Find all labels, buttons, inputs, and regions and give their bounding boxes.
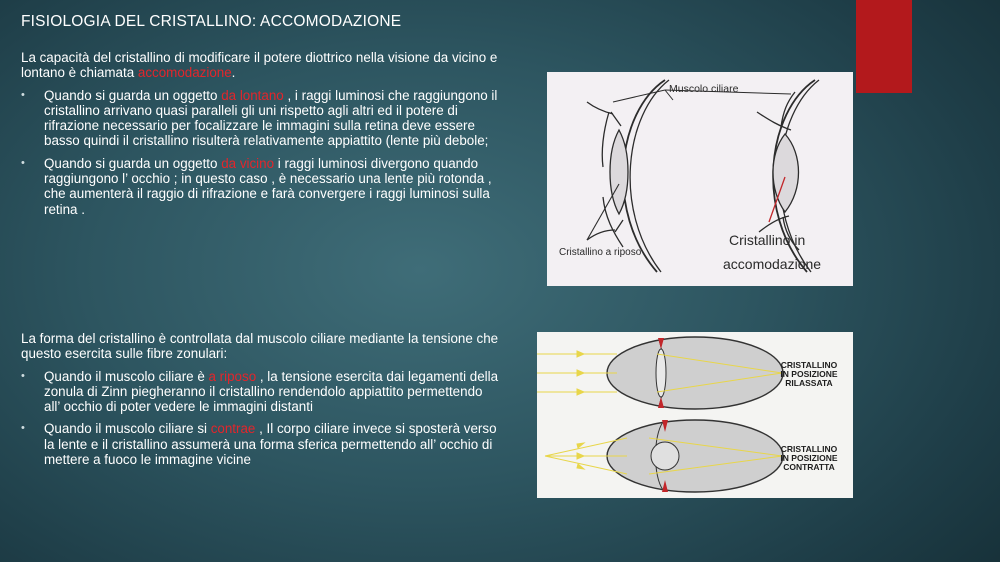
section-accommodation (21, 50, 501, 217)
label-contracted-2: IN POSIZIONE (780, 453, 838, 463)
section-ciliary-muscle (21, 331, 501, 467)
label-relaxed-1: CRISTALLINO (780, 360, 838, 370)
label-relaxed-2: IN POSIZIONE (780, 369, 838, 379)
label-accomodazione: accomodazione (723, 256, 822, 272)
eye-relaxed (537, 337, 783, 409)
highlight-da-vicino: da vicino (221, 155, 275, 171)
slide-title: FISIOLOGIA DEL CRISTALLINO: ACCOMODAZIONE (21, 13, 402, 30)
eye-diagram-svg (547, 72, 853, 286)
intro-paragraph-2: La forma del cristallino è controllata dal muscolo ciliare mediante la tensione che questo esercita sulle fibre zonulari: (21, 331, 499, 362)
intro-paragraph: La capacità del cristallino di modificare il potere diottrico nella visione da vicino e lontano è chiamata accomodazione. (21, 50, 498, 81)
eye-accommodation-figure (547, 72, 853, 286)
bullet-far-vision: • Quando si guarda un oggetto da lontano , i raggi luminosi che raggiungono il cristallino arrivano quasi paralleli gli uni rispetto agli altri ed il potere di rifrazione necessario per focalizzare le immagini sulla retina deve essere basso quindi il cristallino risulterà relativamente appiattito (lente più debole; (21, 88, 501, 149)
highlight-a-riposo: a riposo (208, 368, 257, 384)
bullet-near-vision: • Quando si guarda un oggetto da vicino i raggi luminosi divergono quando raggiungono l’ occhio ; in questo caso , è necessario una lente più rotonda , che aumenterà il raggio di rifrazione e farà convergere i raggi luminosi sulla retina . (21, 156, 501, 217)
bullet-muscle-rest: • Quando il muscolo ciliare è a riposo , la tensione esercita dai legamenti della zonula di Zinn piegheranno il cristallino rendendolo appiattito permettendo all’ occhio di poter vedere le immagini distanti (21, 369, 501, 415)
lens-shape-figure (537, 332, 853, 498)
label-cristallino-riposo: Cristallino a riposo (559, 247, 642, 258)
label-muscolo-ciliare: Muscolo ciliare (669, 83, 739, 95)
label-contracted-1: CRISTALLINO (780, 444, 838, 454)
accent-bar (856, 0, 912, 93)
label-relaxed-3: RILASSATA (785, 378, 833, 388)
eye-at-rest (587, 80, 669, 272)
label-contracted-3: CONTRATTA (783, 462, 835, 472)
highlight-da-lontano: da lontano (221, 87, 284, 103)
bullet-muscle-contract: • Quando il muscolo ciliare si contrae , Il corpo ciliare invece si sposterà verso la lente e il cristallino assumerà una forma sferica permettendo all’ occhio di mettere a fuoco le immagine vicine (21, 421, 501, 467)
eye-contracted (545, 420, 783, 492)
highlight-contrae: contrae (210, 421, 256, 437)
highlight-accomodazione: accomodazione (137, 65, 232, 81)
label-cristallino-in: Cristallino in (729, 232, 806, 248)
lens-diagram-svg (537, 332, 853, 498)
